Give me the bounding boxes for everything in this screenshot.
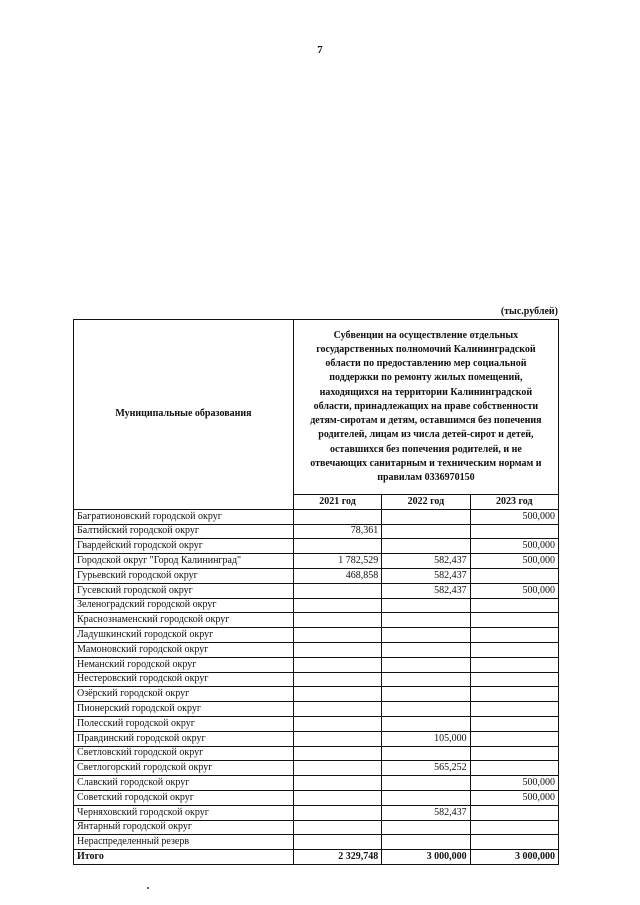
value-2023 [470, 835, 558, 850]
value-2021 [293, 805, 381, 820]
value-2023 [470, 524, 558, 539]
table-row [74, 672, 559, 687]
header-municipalities: Муниципальные образования [74, 320, 294, 510]
value-2022: 565,252 [382, 761, 470, 776]
value-2023: 500,000 [470, 583, 558, 598]
table-row [74, 776, 559, 791]
table-row [74, 805, 559, 820]
municipality-name: Мамоновский городской округ [74, 642, 294, 657]
value-2021: 1 782,529 [293, 554, 381, 569]
value-2023 [470, 657, 558, 672]
total-2021: 2 329,748 [293, 850, 381, 865]
value-2022: 582,437 [382, 805, 470, 820]
municipality-name: Светловский городской округ [74, 746, 294, 761]
value-2021 [293, 687, 381, 702]
value-2021: 468,858 [293, 568, 381, 583]
value-2021 [293, 776, 381, 791]
table-row [74, 509, 559, 524]
total-2022: 3 000,000 [382, 850, 470, 865]
municipality-name: Янтарный городской округ [74, 820, 294, 835]
table-row [74, 539, 559, 554]
municipality-name: Балтийский городской округ [74, 524, 294, 539]
municipality-name: Славский городской округ [74, 776, 294, 791]
value-2021 [293, 613, 381, 628]
value-2022 [382, 524, 470, 539]
value-2021 [293, 835, 381, 850]
municipality-name: Советский городской округ [74, 790, 294, 805]
table-row [74, 628, 559, 643]
table-row [74, 598, 559, 613]
municipality-name: Гвардейский городской округ [74, 539, 294, 554]
municipality-name: Озёрский городской округ [74, 687, 294, 702]
value-2021 [293, 731, 381, 746]
value-2022: 582,437 [382, 554, 470, 569]
value-2022 [382, 776, 470, 791]
value-2021 [293, 820, 381, 835]
scan-speck [147, 887, 149, 889]
header-year-2022: 2022 год [382, 495, 470, 510]
value-2023: 500,000 [470, 539, 558, 554]
municipality-name: Зеленоградский городской округ [74, 598, 294, 613]
value-2023 [470, 746, 558, 761]
value-2022 [382, 702, 470, 717]
municipality-name: Неманский городской округ [74, 657, 294, 672]
value-2021: 78,361 [293, 524, 381, 539]
municipality-name: Городской округ "Город Калининград" [74, 554, 294, 569]
value-2022 [382, 598, 470, 613]
header-year-2023: 2023 год [470, 495, 558, 510]
value-2023 [470, 805, 558, 820]
value-2021 [293, 716, 381, 731]
value-2021 [293, 583, 381, 598]
value-2023: 500,000 [470, 509, 558, 524]
value-2022 [382, 716, 470, 731]
value-2023: 500,000 [470, 554, 558, 569]
table-row [74, 731, 559, 746]
value-2023 [470, 820, 558, 835]
value-2022 [382, 628, 470, 643]
page-number: 7 [317, 44, 323, 56]
value-2023 [470, 628, 558, 643]
value-2021 [293, 672, 381, 687]
value-2022: 105,000 [382, 731, 470, 746]
value-2022 [382, 746, 470, 761]
table-row [74, 835, 559, 850]
table-row [74, 583, 559, 598]
table-row [74, 746, 559, 761]
value-2022 [382, 835, 470, 850]
value-2022 [382, 642, 470, 657]
municipality-name: Правдинский городской округ [74, 731, 294, 746]
value-2022 [382, 687, 470, 702]
table-row [74, 657, 559, 672]
value-2023 [470, 672, 558, 687]
value-2023 [470, 642, 558, 657]
value-2022 [382, 509, 470, 524]
value-2022 [382, 820, 470, 835]
municipality-name: Нераспределенный резерв [74, 835, 294, 850]
table-row [74, 761, 559, 776]
table-row [74, 613, 559, 628]
municipality-name: Ладушкинский городской округ [74, 628, 294, 643]
value-2023 [470, 702, 558, 717]
municipality-name: Полесский городской округ [74, 716, 294, 731]
municipality-name: Светлогорский городской округ [74, 761, 294, 776]
value-2023 [470, 716, 558, 731]
value-2023 [470, 731, 558, 746]
municipality-name: Краснознаменский городской округ [74, 613, 294, 628]
value-2021 [293, 539, 381, 554]
value-2022 [382, 672, 470, 687]
value-2021 [293, 598, 381, 613]
value-2022 [382, 539, 470, 554]
table-row [74, 702, 559, 717]
value-2023 [470, 687, 558, 702]
value-2023 [470, 761, 558, 776]
municipality-name: Нестеровский городской округ [74, 672, 294, 687]
value-2021 [293, 657, 381, 672]
value-2022 [382, 613, 470, 628]
value-2023: 500,000 [470, 776, 558, 791]
table-row [74, 820, 559, 835]
value-2021 [293, 746, 381, 761]
value-2023 [470, 568, 558, 583]
municipality-name: Пионерский городской округ [74, 702, 294, 717]
value-2023 [470, 613, 558, 628]
table-row [74, 716, 559, 731]
municipality-name: Гусевский городской округ [74, 583, 294, 598]
value-2022: 582,437 [382, 568, 470, 583]
value-2021 [293, 790, 381, 805]
value-2023 [470, 598, 558, 613]
unit-label: (тыс.рублей) [500, 306, 558, 317]
table-row [74, 524, 559, 539]
value-2021 [293, 509, 381, 524]
value-2022 [382, 790, 470, 805]
total-2023: 3 000,000 [470, 850, 558, 865]
table-row [74, 642, 559, 657]
municipality-name: Гурьевский городской округ [74, 568, 294, 583]
table-row [74, 790, 559, 805]
value-2021 [293, 702, 381, 717]
table-row [74, 554, 559, 569]
total-label: Итого [74, 850, 294, 865]
municipality-name: Багратионовский городской округ [74, 509, 294, 524]
table-row [74, 568, 559, 583]
subvention-table [73, 319, 559, 865]
value-2021 [293, 642, 381, 657]
value-2023: 500,000 [470, 790, 558, 805]
table-row [74, 687, 559, 702]
value-2022: 582,437 [382, 583, 470, 598]
header-subvention-description: Субвенции на осуществление отдельных государственных полномочий Калининградской области по предоставлению мер социальной поддержки по ремонту жилых помещений, находящихся на территории Калининградской области, принадлежащих на праве собственности детям-сиротам и детям, оставшимся без попечения родителей, лицам из числа детей-сирот и детей, оставшихся без попечения родителей, и не отвечающих санитарным и техническим нормам и правилам 0336970150 [293, 320, 558, 495]
value-2021 [293, 628, 381, 643]
value-2022 [382, 657, 470, 672]
municipality-name: Черняховский городской округ [74, 805, 294, 820]
header-year-2021: 2021 год [293, 495, 381, 510]
table-row-total [74, 850, 559, 865]
value-2021 [293, 761, 381, 776]
